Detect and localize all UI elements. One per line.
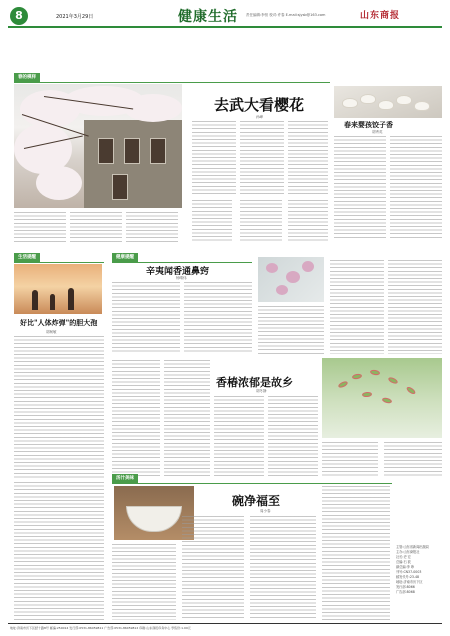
text-column — [288, 121, 328, 195]
window-shape — [98, 138, 114, 164]
text-column — [240, 200, 282, 242]
byline-magnolia: 杨晴伟 — [176, 276, 187, 280]
text-column — [14, 482, 104, 620]
dumpling-shape — [414, 101, 430, 111]
editor-info: 责任编辑:李恒 校对:许春 E-mail:sjysb@163.com — [246, 13, 326, 17]
window-shape — [112, 174, 128, 200]
text-column — [240, 121, 284, 195]
dumpling-photo — [334, 86, 442, 118]
tag-bottom: 汤汁美味 — [112, 474, 138, 483]
text-column — [334, 136, 386, 240]
leaf-shape — [362, 392, 372, 398]
info-line: 主办:山东商报社 — [396, 550, 420, 554]
tag-left: 生活提醒 — [14, 253, 40, 262]
publication-info — [396, 545, 442, 627]
info-line: 发行部:8066 — [396, 585, 415, 589]
person-shape — [68, 288, 74, 310]
magnolia-photo — [258, 257, 324, 302]
info-line: 副总编:李 珍 — [396, 565, 415, 569]
flower-shape — [286, 271, 300, 283]
headline-cherry: 去武大看樱花 — [214, 96, 305, 114]
text-column — [388, 260, 442, 354]
byline-bowl: 周小春 — [260, 509, 271, 513]
byline-cherry: 孙峰 — [256, 115, 263, 119]
text-column — [258, 306, 324, 354]
info-line: 邮发代号:23-48 — [396, 575, 420, 579]
silhouette-photo — [14, 264, 102, 314]
leaf-shape — [387, 376, 398, 385]
info-line: 地址:济南市历下区 — [396, 580, 423, 584]
dumpling-shape — [396, 95, 412, 105]
section-title: 健康生活 — [178, 9, 238, 25]
leaf-shape — [352, 373, 363, 380]
leaf-shape — [370, 369, 381, 376]
dumpling-shape — [378, 100, 394, 110]
byline-marmot: 胡柯敏 — [46, 330, 57, 334]
person-shape — [50, 294, 55, 310]
text-column — [390, 136, 442, 240]
person-shape — [32, 290, 38, 310]
headline-marmot: 好比"人体炸弹"的胆大孢 — [20, 318, 98, 327]
leaf-shape — [382, 397, 393, 404]
window-shape — [124, 138, 140, 164]
text-column — [164, 360, 210, 476]
info-line: 主管:山东省新闻出版局 — [396, 545, 429, 549]
rule-left — [14, 262, 104, 263]
issue-date: 2021年3月29日 — [56, 14, 94, 20]
info-line: 广告部:8068 — [396, 590, 415, 594]
info-line: 刊号:CN37-0003 — [396, 570, 422, 574]
text-column — [192, 200, 232, 242]
leaf-shape — [337, 380, 348, 389]
toona-leaves-photo — [322, 358, 442, 438]
text-column — [192, 121, 236, 195]
text-column — [112, 544, 176, 620]
leaf-shape — [405, 386, 416, 396]
text-column — [112, 282, 180, 354]
building-shape — [84, 120, 182, 208]
byline-toona: 胡冬静 — [256, 389, 267, 393]
tag-middle: 健康提醒 — [112, 253, 138, 262]
flower-shape — [302, 261, 314, 272]
cherry-blossom-photo — [14, 84, 182, 208]
page-number: 8 — [10, 7, 28, 25]
text-column — [126, 212, 178, 242]
text-column — [322, 442, 378, 478]
text-column — [384, 442, 442, 478]
text-column — [250, 516, 316, 620]
blossom-shape — [36, 166, 82, 200]
text-column — [330, 260, 384, 354]
masthead — [8, 6, 442, 28]
footer-info: 地址:济南市历下区经十路8号 邮编:250014 发行部:0531-86059811 广告部:0531-86059812 印刷:山东商报印务中心 零售价:1.00元 — [10, 626, 191, 630]
text-column — [112, 360, 160, 476]
window-shape — [150, 138, 166, 164]
text-column — [70, 212, 122, 242]
bowl-shape — [126, 506, 182, 532]
dumpling-shape — [360, 94, 376, 104]
text-column — [184, 282, 252, 354]
dumpling-shape — [342, 98, 358, 108]
headline-magnolia: 辛夷闻香通鼻窍 — [146, 267, 210, 277]
headline-dumpling: 春来婴孩饺子香 — [344, 120, 393, 129]
info-line: 社长:史 宏 — [396, 555, 411, 559]
bottom-rule — [8, 623, 442, 624]
headline-toona: 香椿浓郁是故乡 — [216, 376, 293, 389]
text-column — [322, 486, 390, 620]
byline-dumpling: 胡秀英 — [372, 130, 383, 134]
newspaper-logo: 山东商报 — [360, 11, 401, 21]
text-column — [214, 396, 264, 476]
text-column — [14, 336, 104, 478]
text-column — [268, 396, 318, 476]
text-column — [14, 212, 66, 242]
rule-top — [14, 82, 330, 83]
rule-bottom — [112, 483, 392, 484]
headline-bowl: 碗净福至 — [232, 494, 281, 508]
text-column — [288, 200, 328, 242]
tag-top: 春的模样 — [14, 73, 40, 82]
flower-shape — [276, 285, 288, 295]
text-column — [182, 516, 244, 620]
rule-middle — [112, 262, 252, 263]
flower-shape — [266, 263, 278, 273]
info-line: 总编:石 波 — [396, 560, 411, 564]
